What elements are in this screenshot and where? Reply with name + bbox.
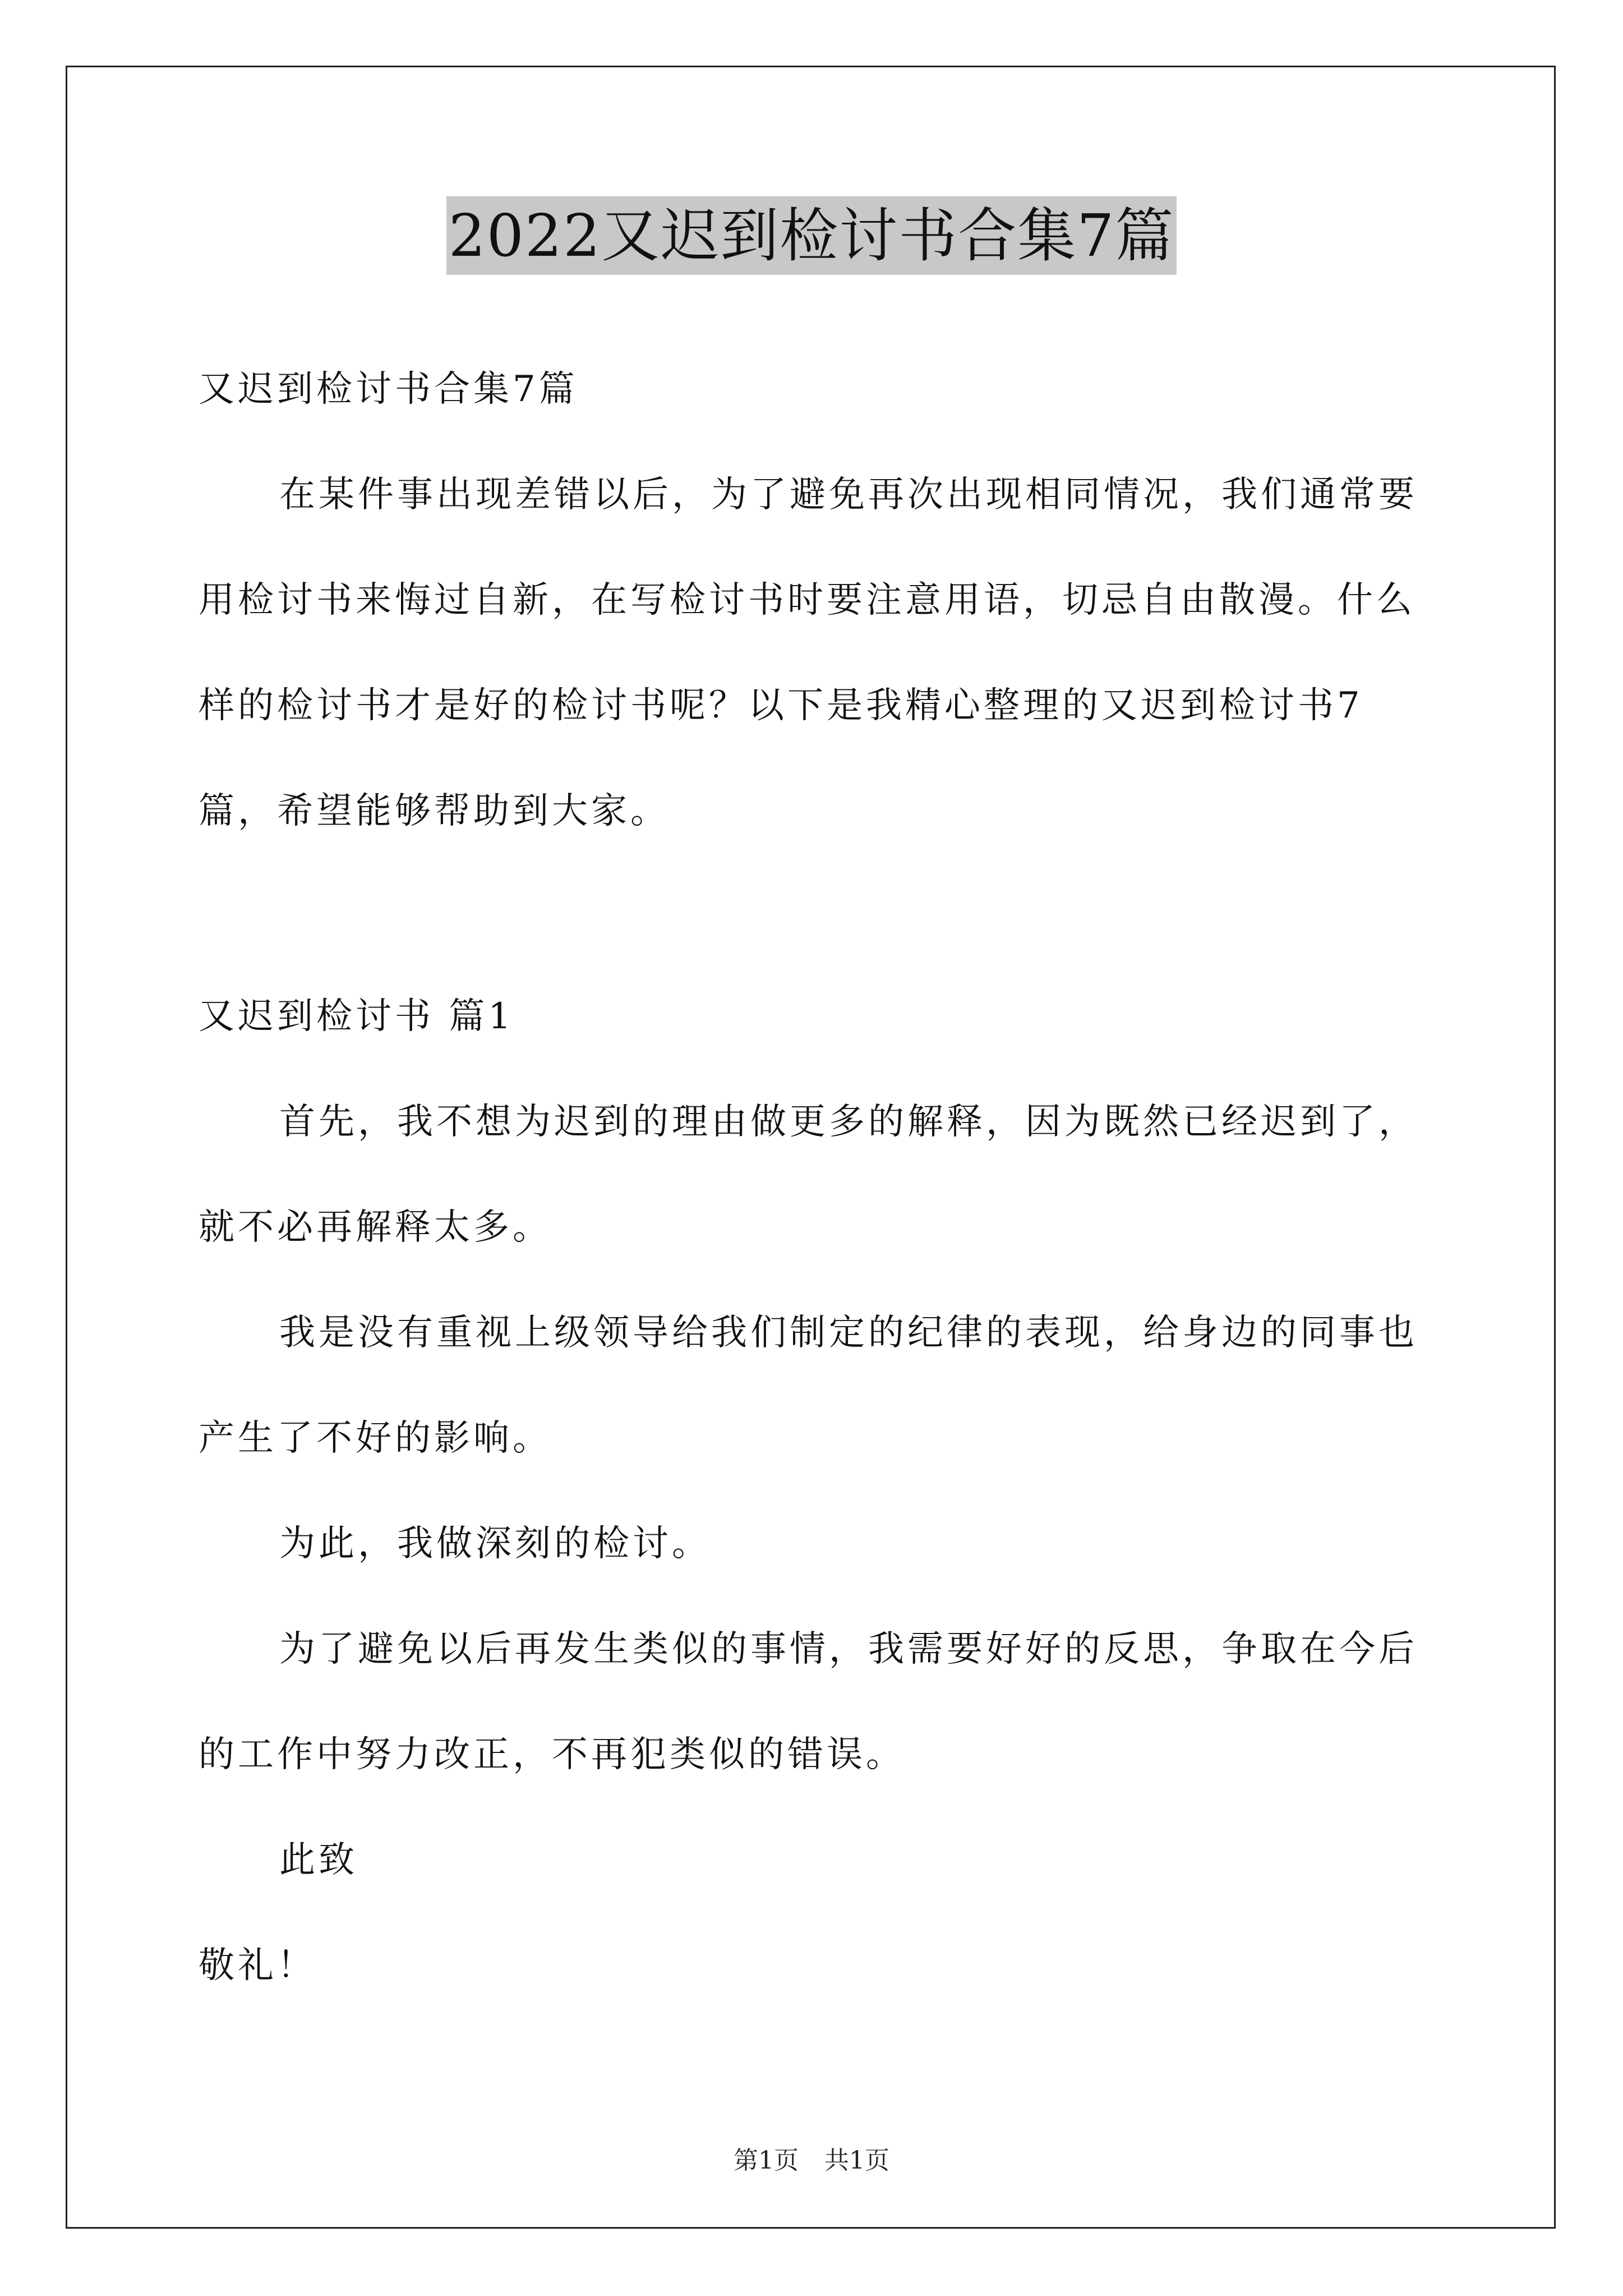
page-number-total: 共1页 <box>824 2146 889 2175</box>
page-footer <box>0 2140 1623 2176</box>
body-paragraph-3: 为此，我做深刻的检讨。 <box>279 1523 711 1565</box>
body-paragraph-1: 首先，我不想为迟到的理由做更多的解释，因为既然已经迟到了，就不必再解释太多。 <box>199 1101 1418 1248</box>
body-paragraph-4: 为了避免以后再发生类似的事情，我需要好好的反思，争取在今后的工作中努力改正，不再犯类似的错误。 <box>199 1628 1418 1775</box>
title-container <box>0 196 1623 275</box>
closing-regards: 敬礼！ <box>199 1945 316 1986</box>
section-heading: 又迟到检讨书 篇1 <box>199 996 515 1037</box>
document-title: 2022又迟到检讨书合集7篇 <box>446 196 1177 275</box>
intro-paragraph: 在某件事出现差错以后，为了避免再次出现相同情况，我们通常要用检讨书来悔过自新，在写检讨书时要注意用语，切忌自由散漫。什么样的检讨书才是好的检讨书呢？以下是我精心整理的又迟到检讨书7篇，希望能够帮助到大家。 <box>199 474 1418 832</box>
subtitle: 又迟到检讨书合集7篇 <box>199 369 578 410</box>
document-body <box>199 337 1432 2018</box>
page-number-current: 第1页 <box>734 2146 799 2175</box>
body-paragraph-2: 我是没有重视上级领导给我们制定的纪律的表现，给身边的同事也产生了不好的影响。 <box>199 1312 1418 1459</box>
closing-salutation: 此致 <box>279 1839 358 1881</box>
